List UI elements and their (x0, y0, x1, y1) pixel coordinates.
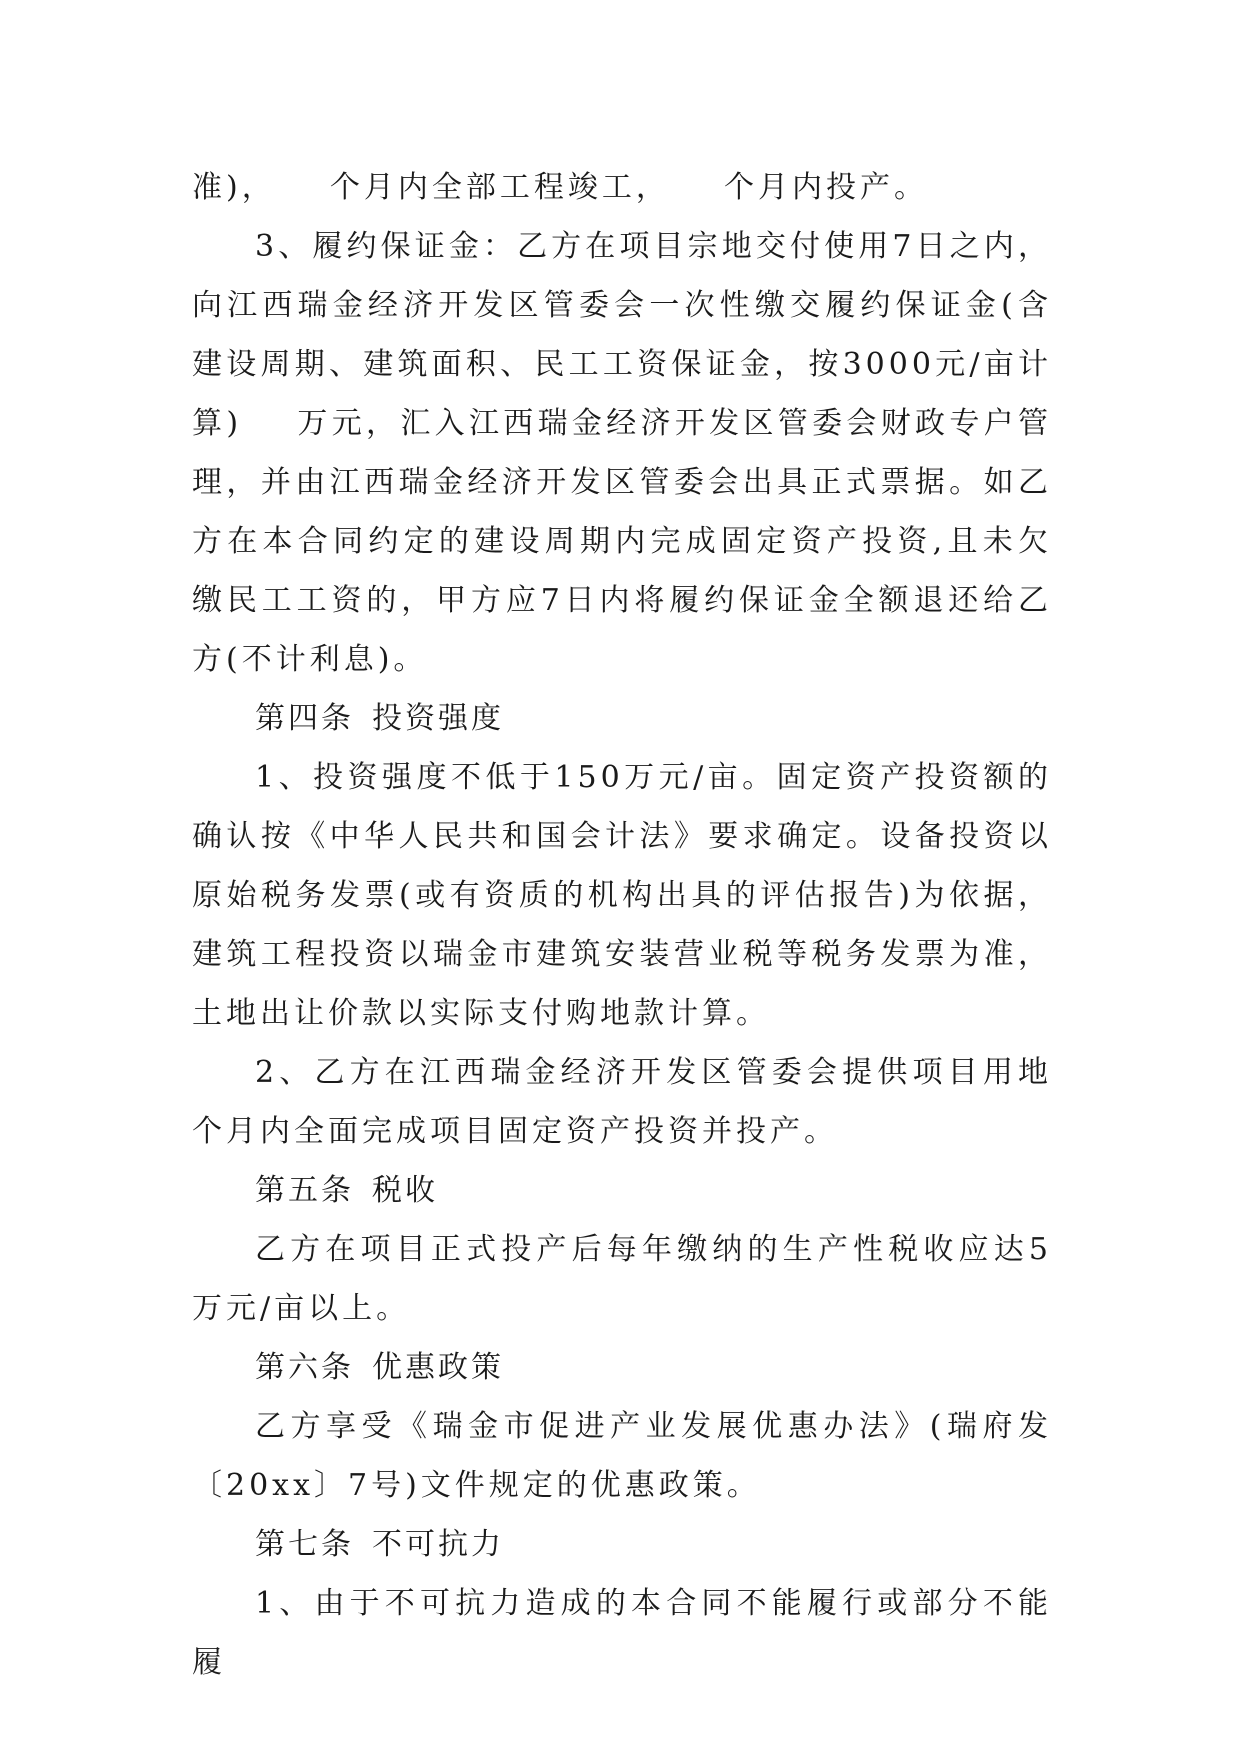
article-number: 第七条 (255, 1527, 354, 1562)
paragraph-investment-intensity: 1、投资强度不低于150万元/亩。固定资产投资额的确认按《中华人民共和国会计法》要求确定。设备投资以原始税务发票(或有资质的机构出具的评估报告)为依据，建筑工程投资以瑞金市建筑安装营业税等税务发票为准，土地出让价款以实际支付购地款计算。 (192, 760, 1052, 1031)
article-title: 优惠政策 (372, 1350, 504, 1385)
paragraph-performance-bond: 3、履约保证金：乙方在项目宗地交付使用7日之内，向江西瑞金经济开发区管委会一次性缴交履约保证金(含建设周期、建筑面积、民工工资保证金，按3000元/亩计算) 万元，汇入江西瑞金经济开发区管委会财政专户管理，并由江西瑞金经济开发区管委会出具正式票据。如乙方在本合同约定的建设周期内完成固定资产投资,且未欠缴民工工资的，甲方应7日内将履约保证金全额退还给乙方(不计利息)。 (192, 229, 1052, 677)
paragraph-force-majeure: 1、由于不可抗力造成的本合同不能履行或部分不能履 (192, 1586, 1052, 1680)
article-title: 税收 (372, 1173, 438, 1208)
article-number: 第四条 (255, 701, 354, 736)
article-4-heading (192, 689, 1052, 748)
document-body (192, 158, 1107, 1692)
paragraph-investment-deadline: 2、乙方在江西瑞金经济开发区管委会提供项目用地 个月内全面完成项目固定资产投资并投产。 (192, 1055, 1107, 1149)
paragraph-tax: 乙方在项目正式投产后每年缴纳的生产性税收应达5万元/亩以上。 (192, 1232, 1052, 1326)
article-number: 第六条 (255, 1350, 354, 1385)
article-7-heading (192, 1515, 1052, 1574)
article-number: 第五条 (255, 1173, 354, 1208)
article-5-heading (192, 1161, 1052, 1220)
article-title: 投资强度 (372, 701, 504, 736)
article-title: 不可抗力 (372, 1527, 504, 1562)
paragraph-preferential-policy: 乙方享受《瑞金市促进产业发展优惠办法》(瑞府发〔20xx〕7号)文件规定的优惠政策。 (192, 1409, 1052, 1503)
paragraph-completion-schedule: 准)， 个月内全部工程竣工， 个月内投产。 (192, 170, 928, 205)
article-6-heading (192, 1338, 1052, 1397)
